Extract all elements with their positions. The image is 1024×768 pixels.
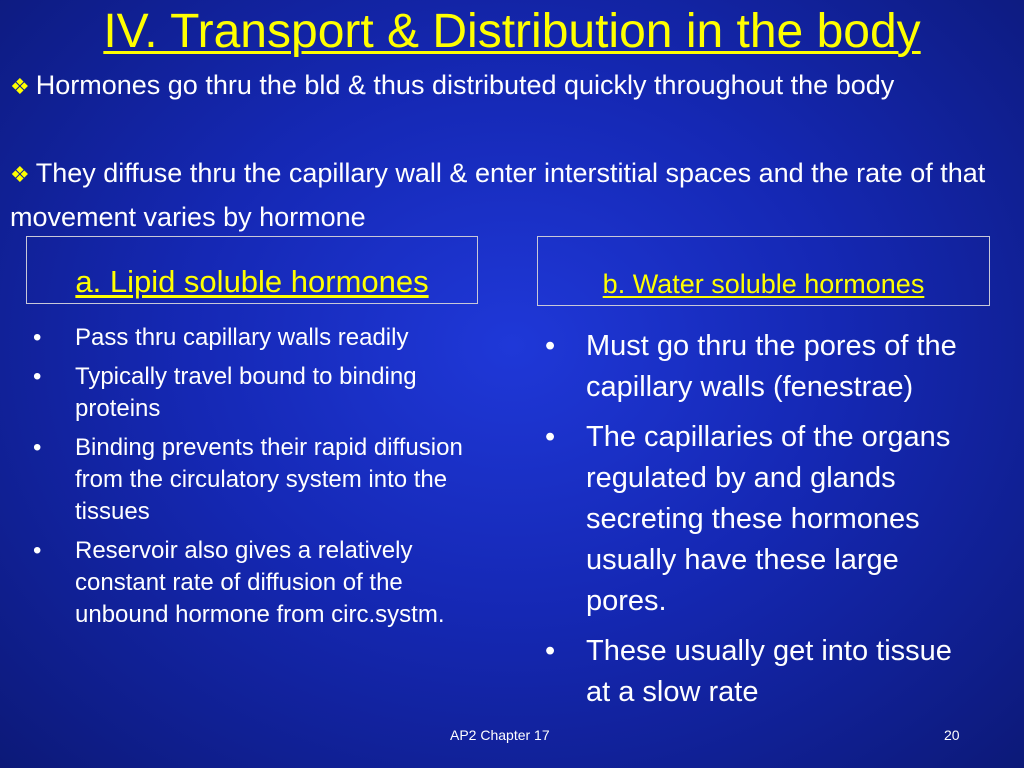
list-item: • Typically travel bound to binding proteins [75, 361, 485, 425]
water-soluble-list [586, 326, 966, 722]
water-soluble-heading-box [537, 236, 990, 306]
list-item: • The capillaries of the organs regulated by and glands secreting these hormones usually have these large pores. [586, 417, 966, 622]
list-item: • Must go thru the pores of the capillary walls (fenestrae) [586, 326, 966, 408]
slide-number: 20 [944, 727, 960, 743]
lipid-soluble-heading-box [26, 236, 478, 304]
list-item: • These usually get into tissue at a slow rate [586, 631, 966, 713]
intro-point-text: They diffuse thru the capillary wall & enter interstitial spaces and the rate of that movement varies by hormone [10, 158, 986, 232]
intro-point [10, 152, 1000, 238]
list-item: • Reservoir also gives a relatively constant rate of diffusion of the unbound hormone from circ.systm. [75, 535, 485, 631]
footer-chapter: AP2 Chapter 17 [450, 727, 550, 743]
lipid-soluble-heading: a. Lipid soluble hormones [75, 264, 429, 299]
slide-title: IV. Transport & Distribution in the body [103, 5, 921, 58]
intro-point-text: Hormones go thru the bld & thus distributed quickly throughout the body [35, 70, 895, 100]
diamond-bullet-icon: ❖ [10, 74, 30, 99]
water-soluble-heading: b. Water soluble hormones [602, 268, 925, 299]
intro-point [10, 64, 1000, 108]
lipid-soluble-list [75, 322, 485, 638]
list-item: • Binding prevents their rapid diffusion from the circulatory system into the tissues [75, 432, 485, 528]
diamond-bullet-icon: ❖ [10, 162, 30, 187]
list-item: • Pass thru capillary walls readily [75, 322, 485, 354]
